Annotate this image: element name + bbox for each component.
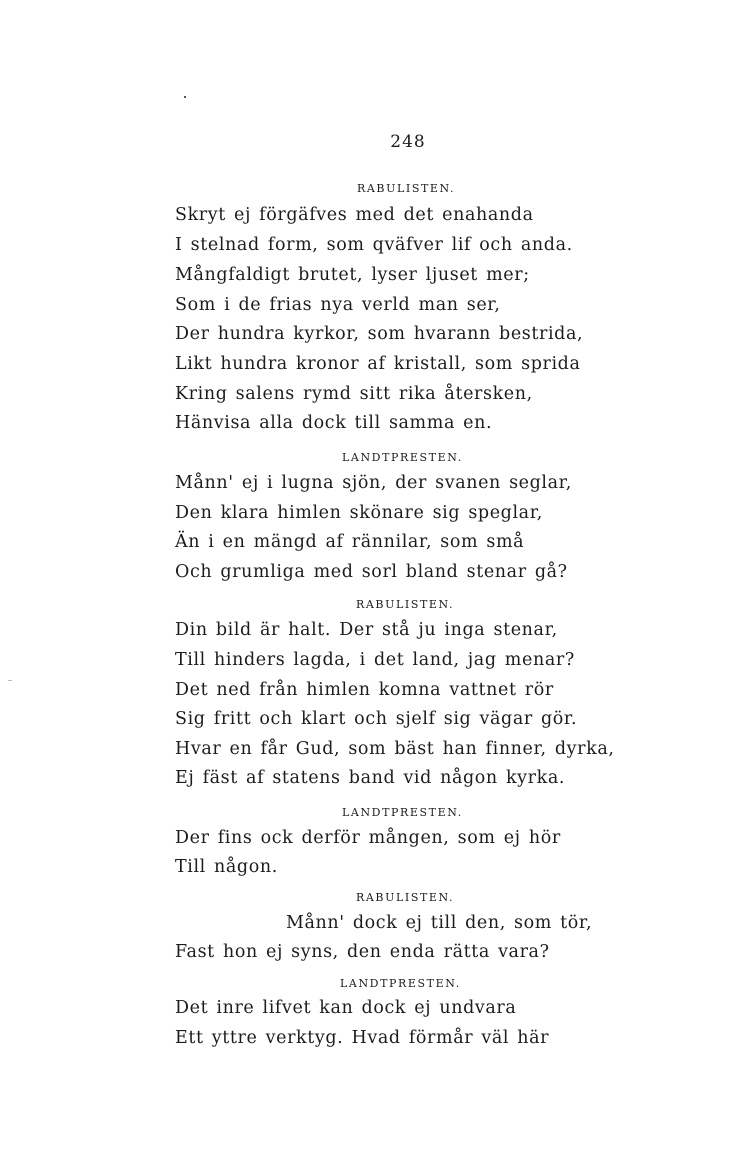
speaker-label: LANDTPRESTEN. — [342, 806, 463, 819]
page-number: 248 — [390, 132, 426, 152]
verse-line: Sig fritt och klart och sjelf sig vägar gör. — [175, 709, 578, 729]
verse-line: Der hundra kyrkor, som hvarann bestrida, — [175, 324, 584, 344]
verse-line: Likt hundra kronor af kristall, som sprida — [175, 354, 581, 374]
verse-line: Der fins ock derför mången, som ej hör — [175, 828, 561, 848]
verse-line: Och grumliga med sorl bland stenar gå? — [175, 562, 568, 582]
verse-line: Hänvisa alla dock till samma en. — [175, 413, 493, 433]
verse-line: Månn' dock ej till den, som tör, — [286, 913, 593, 933]
speaker-label: RABULISTEN. — [356, 598, 455, 611]
verse-line: Ett yttre verktyg. Hvad förmår väl här — [175, 1028, 550, 1048]
verse-line: Till hinders lagda, i det land, jag menar? — [175, 650, 575, 670]
margin-mark — [8, 680, 12, 681]
verse-line: Skryt ej förgäfves med det enahanda — [175, 205, 534, 225]
verse-line: Det ned från himlen komna vattnet rör — [175, 680, 554, 700]
verse-line: Kring salens rymd sitt rika återsken, — [175, 384, 533, 404]
print-speck — [184, 96, 186, 98]
verse-line: Ej fäst af statens band vid någon kyrka. — [175, 768, 566, 788]
speaker-label: RABULISTEN. — [357, 182, 456, 195]
verse-line: Den klara himlen skönare sig speglar, — [175, 503, 543, 523]
verse-line: Mångfaldigt brutet, lyser ljuset mer; — [175, 265, 530, 285]
verse-line: Som i de frias nya verld man ser, — [175, 295, 501, 315]
verse-line: Fast hon ej syns, den enda rätta vara? — [175, 942, 550, 962]
verse-line: I stelnad form, som qväfver lif och anda. — [175, 235, 573, 255]
verse-line: Din bild är halt. Der stå ju inga stenar, — [175, 620, 558, 640]
speaker-label: RABULISTEN. — [356, 891, 455, 904]
speaker-label: LANDTPRESTEN. — [340, 977, 461, 990]
speaker-label: LANDTPRESTEN. — [342, 451, 463, 464]
verse-line: Hvar en får Gud, som bäst han finner, dyrka, — [175, 739, 615, 759]
verse-line: Månn' ej i lugna sjön, der svanen seglar, — [175, 473, 572, 493]
verse-line: Än i en mängd af rännilar, som små — [175, 532, 525, 552]
verse-line: Det inre lifvet kan dock ej undvara — [175, 998, 517, 1018]
verse-line: Till någon. — [175, 857, 278, 877]
